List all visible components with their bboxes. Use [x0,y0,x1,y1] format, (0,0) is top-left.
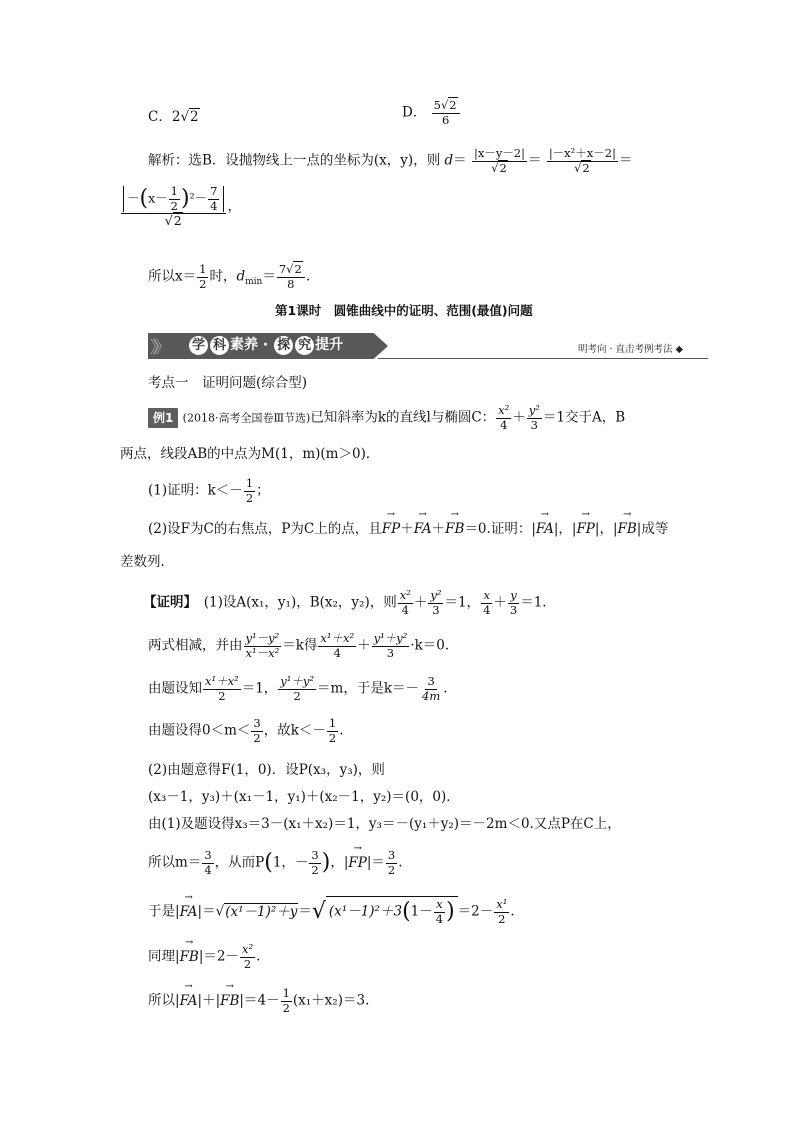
proof-l2-den1: x¹－x² [245,645,280,660]
proof-l8-num2: 3 [311,848,319,862]
proof-line-11 [148,988,369,1014]
proof-l10-end: . [256,948,261,965]
ellipse-d4: 4 [500,417,508,432]
ellipse-plus: ＋ [512,409,526,426]
proof-l2-a: 两式相减，并由 [148,637,243,654]
proof-l8-num: 3 [204,848,212,862]
vec-fp-1: → FP [382,520,400,538]
frac3-x: x－ [148,190,168,206]
part2-e: |成等 [636,521,669,537]
proof-line-9: 于是|→ FA|＝√(x¹－1)²＋y＝√ (x¹－1)²＋3(1－ $\frac{x}{4}$ ) ＝2－ $\frac{\text{x¹}}{2}$ . [148,896,515,927]
frac3-half-num: 1 [170,184,178,198]
vec-fb-3: → FB [180,948,199,966]
vec-fp-2: → FP [576,520,594,538]
proof-tag: 【证明】 [143,594,191,611]
proof-l4-end: . [339,722,344,739]
proof-l10-den: 2 [243,956,252,971]
vec-fa-3: → FA [180,903,198,921]
result-period: . [305,268,311,285]
proof-l1-c: ＝1. [520,594,547,611]
proof-l9-end: . [510,903,515,920]
part2-d: |，| [594,521,618,537]
option-d-rad: 2 [449,98,457,112]
proof-l3-num2: y¹＋y² [280,674,315,688]
proof-l9-b: |＝ [197,903,216,920]
proof-l1-y2: y² [430,588,442,602]
proof-l9-rad1: (x¹－1)²＋y [225,903,298,920]
proof-line-8: 所以m＝ $\frac{3}{4}$ ，从而P(1，－ $\frac{3}{2}$ )，|→ FP|＝ $\frac{3}{2}$ . [148,850,403,876]
proof-l1-d3b: 3 [509,602,518,617]
banner-subtitle: 明考向 · 直击考例考法 ◆ [578,344,683,355]
dmin: d [236,268,246,285]
part2-b: ＝0.证明：| [464,521,536,537]
example-part-1 [148,478,270,504]
section-heading: 考点一 证明问题(综合型) [148,375,308,391]
proof-l1-x2: x² [399,588,411,602]
option-c-rad: 2 [190,109,199,125]
distance-frac-3: －(x－ $\frac{1}{2}$ )²－ $\frac{7}{4}$ √2 [121,186,226,228]
proof-l9-x: x [436,897,443,911]
frac1-rad: 2 [499,160,507,175]
part1-den: 2 [245,490,254,505]
proof-l9-four: 4 [435,911,444,926]
proof-l11-den: 2 [282,1000,290,1015]
proof-l3-c: ＝m，于是k＝－ [317,680,419,697]
option-c: C．2√2 [148,109,199,125]
proof-l2-plus: ＋ [357,637,371,654]
proof-l1-a: (1)设A(x₁，y₁)，B(x₂，y₂)，则 [190,594,397,611]
proof-l8-num3: 3 [387,848,396,862]
proof-l3-den3: 4m [422,688,441,703]
part1-text: (1)证明：k＜－ [148,482,243,499]
vec-fa-2: → FA [536,520,554,538]
eq-1: ＝ [453,152,467,169]
proof-l1-d4: 4 [401,602,409,617]
proof-l1-x: x [483,588,490,602]
proof-l2-c: ·k＝0. [410,637,450,654]
option-d-coef: 5 [433,98,441,112]
banner-text [188,334,343,355]
proof-l1-b: ＝1， [444,594,481,611]
proof-l9-num: x¹ [496,897,508,911]
frac3-sq: ²－ [189,190,208,206]
proof-line-5: (2)由题意得F(1，0)．设P(x₃，y₃)，则 [148,762,385,778]
banner-chevron-icon: 》》 [150,338,166,358]
vec-fb-2: → FB [618,520,637,538]
proof-line-1 [143,590,547,616]
proof-l10-num: x² [242,942,254,956]
ellipse-d3: 3 [530,417,538,432]
frac1-num: |x－y－2| [473,146,526,160]
solution-intro: 解析：选B．设抛物线上一点的坐标为(x，y)，则 [148,152,441,169]
proof-l1-plus-2: ＋ [493,594,507,611]
proof-line-3 [148,676,448,702]
solution-line-2 [120,186,241,228]
part1-end: ； [256,482,270,499]
banner-char-1: 学 [189,336,208,355]
proof-l8-den: 4 [204,862,212,877]
vec-fa-4: → FA [180,992,198,1010]
proof-l1-y: y [510,588,517,602]
result-coef: 7 [278,262,287,276]
proof-l11-num: 1 [282,986,290,1000]
vec-fp-3: → FP [348,854,366,872]
banner-char-2: 科 [210,336,229,355]
proof-l2-num1: y¹－y² [245,631,280,645]
proof-l10-a: 同理| [148,948,180,965]
result-rad: 2 [294,262,302,276]
example-line-1 [148,405,625,431]
option-d [402,100,461,126]
proof-l1-plus-1: ＋ [413,594,428,611]
proof-l4-b: ，故k＜－ [263,722,326,739]
proof-l3-den2: 2 [293,688,301,703]
proof-l3-num3: 3 [427,674,435,688]
section-banner [148,331,708,361]
eq-2: ＝ [528,152,542,169]
proof-l9-rad2-b: 1－ [410,903,433,920]
frac2-rad: 2 [582,160,590,175]
frac3-seven: 7 [210,184,218,198]
proof-l4-den: 2 [253,730,261,745]
banner-char-3: 探 [274,336,293,355]
solution-comma: ， [227,198,241,215]
example-source: (2018·高考全国卷Ⅲ节选) [182,411,311,425]
proof-l11-d: (x₁＋x₂)＝3. [292,992,370,1009]
frac3-rad: 2 [173,213,182,228]
proof-l2-num2: x¹＋x² [320,631,355,645]
dmin-sub: min [245,277,263,288]
option-c-coef: 2 [171,109,181,125]
example-text-2: ＝1交于A，B [542,409,626,426]
frac3-minus: － [127,190,140,206]
banner-text-1: 素养 · [230,337,274,353]
proof-l4-num: 3 [253,716,261,730]
part2-text: (2)设F为C的右焦点，P为C上的点，且 [148,521,382,537]
distance-frac-2: $\frac{\text{|－x²＋x－2|}}{√2}$ [548,146,616,175]
proof-l3-den1: 2 [218,688,226,703]
proof-l2-num3: y¹＋y² [373,631,408,645]
part2-plus-1: ＋ [400,521,414,537]
example-line-2: 两点，线段AB的中点为M(1，m)(m＞0)． [120,446,380,462]
option-d-den: 6 [441,112,450,127]
vec-fb-4: → FB [220,992,239,1010]
proof-l3-b: ＝1， [241,680,278,697]
example-text-1: 已知斜率为k的直线l与椭圆C： [310,409,496,426]
proof-l2-den3: 3 [386,645,395,660]
so-text: 所以x＝ [148,268,197,285]
proof-l11-a: 所以| [148,992,180,1009]
banner-text-2: 提升 [315,337,344,353]
proof-l3-num1: x¹＋x² [205,674,239,688]
proof-l8-den3: 2 [387,862,396,877]
proof-l8-end: . [398,854,403,871]
proof-line-4 [148,718,344,744]
banner-char-4: 究 [295,336,314,355]
proof-l2-b: ＝k得 [282,637,318,654]
proof-l8-den2: 2 [311,862,319,877]
proof-l11-b: |＋| [197,992,221,1009]
result-den: 8 [287,276,295,291]
example-part-2-line-2: 差数列． [120,554,174,570]
lesson-title: 第1课时 圆锥曲线中的证明、范围(最值)问题 [275,303,533,318]
proof-l1-d3: 3 [432,602,440,617]
solution-line-3: 所以x＝ $\frac{1}{2}$ 时，$d_{min}=$ $\frac{7√2}{8}$ . [148,262,311,291]
proof-l9-a: 于是| [148,903,180,920]
part2-plus-2: ＋ [431,521,446,537]
example-badge: 例1 [148,408,178,428]
part1-num: 1 [245,476,254,490]
example-part-2 [148,520,668,538]
vec-fb-1: → FB [445,520,464,538]
proof-l10-b: |＝2－ [198,948,239,965]
proof-l4-num2: 1 [328,716,337,730]
proof-l3-end: . [443,680,448,697]
ellipse-y2: y² [528,403,540,417]
option-d-frac: $\frac{5√2}{6}$ [432,100,460,126]
option-c-label: C． [148,109,172,125]
frac2-num: |－x²＋x－2| [548,146,616,160]
proof-l1-d4b: 4 [483,602,491,617]
proof-l8-c: 1，－ [272,854,309,871]
proof-line-6: (x₃－1，y₃)＋(x₁－1，y₁)＋(x₂－1，y₂)＝(0，0)． [148,789,460,805]
proof-l8-d: ，| [330,854,349,871]
proof-l9-rad2-a: (x¹－1)²＋3 [328,903,403,920]
proof-l9-c: ＝2－ [457,903,494,920]
eq-4: ＝ [262,268,276,285]
proof-l2-den2: 4 [333,645,341,660]
d-variable: d [444,152,454,169]
distance-frac-1: $\frac{|x-y-2|}{√2}$ [473,146,526,175]
proof-l8-e: |＝ [366,854,385,871]
frac3-four: 4 [210,198,218,213]
part2-c: |，| [553,521,577,537]
proof-l9-eq: ＝ [298,903,312,920]
proof-l8-a: 所以m＝ [148,854,202,871]
proof-l4-a: 由题设得0＜m＜ [148,722,251,739]
so-half-den: 2 [199,276,207,291]
proof-l8-b: ，从而P [214,854,265,871]
proof-l4-den2: 2 [328,730,337,745]
proof-line-7: 由(1)及题设得x₃＝3－(x₁＋x₂)＝1，y₃＝－(y₁＋y₂)＝－2m＜0.又点P在C上， [148,816,621,832]
so-half-num: 1 [199,262,207,276]
frac3-half-den: 2 [170,198,178,213]
so-mid: 时， [209,268,237,285]
ellipse-x2: x² [498,403,510,417]
option-d-label: D． [402,104,427,121]
solution-line-1 [148,148,632,174]
proof-line-10 [148,944,260,970]
proof-l11-c: |＝4－ [239,992,280,1009]
proof-l9-den: 2 [498,911,506,926]
vec-fa-1: → FA [414,520,432,538]
eq-3: ＝ [618,152,633,169]
banner-divider [378,358,708,359]
proof-l3-a: 由题设知 [148,680,202,697]
proof-line-2 [148,633,449,659]
